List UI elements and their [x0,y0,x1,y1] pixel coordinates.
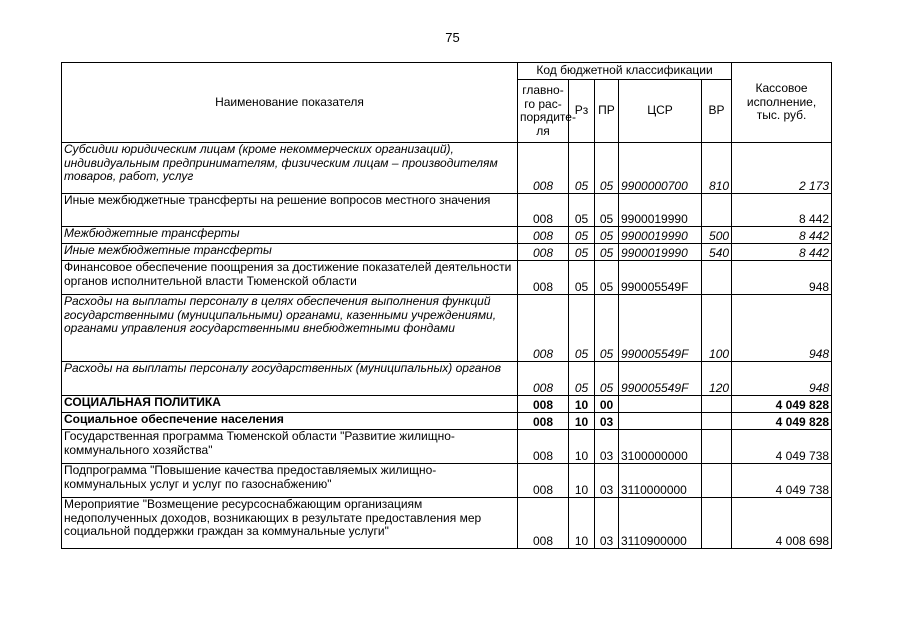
row-name: Социальное обеспечение населения [62,413,518,430]
header-pr: ПР [595,80,619,143]
row-name: Государственная программа Тюменской области "Развитие жилищно-коммунального хозяйства" [62,430,518,464]
row-pr: 05 [595,194,619,227]
row-rz: 10 [569,413,595,430]
header-code-group: Код бюджетной классификации [518,63,732,80]
row-pr: 00 [595,396,619,413]
row-amount: 8 442 [732,244,832,261]
row-rz: 10 [569,396,595,413]
row-vr: 100 [702,295,732,362]
row-csr: 9900019990 [619,244,702,261]
row-name: Субсидии юридическим лицам (кроме некоммерческих организаций), индивидуальным предпринимателям, физическим лицам – производителям товаров, работ, услуг [62,143,518,194]
row-rz: 05 [569,143,595,194]
row-glav: 008 [518,194,569,227]
row-pr: 05 [595,227,619,244]
row-amount: 4 049 828 [732,413,832,430]
row-glav: 008 [518,430,569,464]
header-vr: ВР [702,80,732,143]
row-csr: 990005549F [619,362,702,396]
row-amount: 948 [732,261,832,295]
row-pr: 03 [595,464,619,498]
row-name: Подпрограмма "Повышение качества предоставляемых жилищно-коммунальных услуг и услуг по газоснабжению" [62,464,518,498]
row-name: Межбюджетные трансферты [62,227,518,244]
row-csr: 3110900000 [619,498,702,549]
row-name: Иные межбюджетные трансферты [62,244,518,261]
row-rz: 05 [569,227,595,244]
row-pr: 05 [595,244,619,261]
table-row [62,430,832,464]
row-amount: 8 442 [732,194,832,227]
row-amount: 8 442 [732,227,832,244]
table-row [62,295,832,362]
row-name: СОЦИАЛЬНАЯ ПОЛИТИКА [62,396,518,413]
row-pr: 03 [595,498,619,549]
row-pr: 05 [595,362,619,396]
page-number: 75 [445,30,460,45]
row-amount: 948 [732,362,832,396]
budget-table [61,62,832,549]
row-rz: 10 [569,430,595,464]
row-name: Расходы на выплаты персоналу в целях обеспечения выполнения функций государственными (муниципальными) органами, казенными учреждениями, органами управления государственными внебюджетными фондами [62,295,518,362]
row-rz: 05 [569,194,595,227]
row-vr [702,430,732,464]
row-csr: 3100000000 [619,430,702,464]
row-vr [702,194,732,227]
row-vr: 540 [702,244,732,261]
row-glav: 008 [518,261,569,295]
row-name: Иные межбюджетные трансферты на решение вопросов местного значения [62,194,518,227]
header-rz: Рз [569,80,595,143]
row-amount: 4 049 738 [732,464,832,498]
header-amount: Кассовое исполнение, тыс. руб. [732,63,832,143]
row-pr: 05 [595,295,619,362]
row-amount: 4 049 828 [732,396,832,413]
row-csr: 9900000700 [619,143,702,194]
row-glav: 008 [518,244,569,261]
row-csr: 9900019990 [619,227,702,244]
row-amount: 948 [732,295,832,362]
row-rz: 05 [569,261,595,295]
row-vr [702,396,732,413]
table-row [62,227,832,244]
table-row [62,464,832,498]
row-glav: 008 [518,498,569,549]
table-row [62,143,832,194]
header-name: Наименование показателя [62,63,518,143]
row-rz: 05 [569,362,595,396]
row-pr: 03 [595,413,619,430]
row-csr: 990005549F [619,295,702,362]
row-rz: 10 [569,464,595,498]
table-row [62,396,832,413]
row-amount: 2 173 [732,143,832,194]
row-glav: 008 [518,295,569,362]
row-vr: 500 [702,227,732,244]
row-rz: 05 [569,295,595,362]
row-pr: 05 [595,143,619,194]
row-glav: 008 [518,413,569,430]
table-row [62,413,832,430]
row-vr: 810 [702,143,732,194]
table-row [62,498,832,549]
row-vr [702,413,732,430]
table-row [62,194,832,227]
row-name: Расходы на выплаты персоналу государственных (муниципальных) органов [62,362,518,396]
table-row [62,244,832,261]
row-vr [702,261,732,295]
row-csr [619,396,702,413]
row-pr: 05 [595,261,619,295]
row-name: Мероприятие "Возмещение ресурсоснабжающим организациям недополученных доходов, возникающих в результате предоставления мер социальной поддержки граждан за коммунальные услуги" [62,498,518,549]
row-csr [619,413,702,430]
row-glav: 008 [518,143,569,194]
row-glav: 008 [518,464,569,498]
row-glav: 008 [518,227,569,244]
row-name: Финансовое обеспечение поощрения за достижение показателей деятельности органов исполнительной власти Тюменской области [62,261,518,295]
row-pr: 03 [595,430,619,464]
header-glavnogo: главно-го рас-порядите-ля [518,80,569,143]
table-row [62,362,832,396]
row-csr: 9900019990 [619,194,702,227]
header-csr: ЦСР [619,80,702,143]
row-glav: 008 [518,362,569,396]
row-amount: 4 049 738 [732,430,832,464]
row-vr [702,498,732,549]
row-vr: 120 [702,362,732,396]
row-vr [702,464,732,498]
row-rz: 05 [569,244,595,261]
row-csr: 3110000000 [619,464,702,498]
row-csr: 990005549F [619,261,702,295]
row-amount: 4 008 698 [732,498,832,549]
table-row [62,261,832,295]
row-rz: 10 [569,498,595,549]
row-glav: 008 [518,396,569,413]
